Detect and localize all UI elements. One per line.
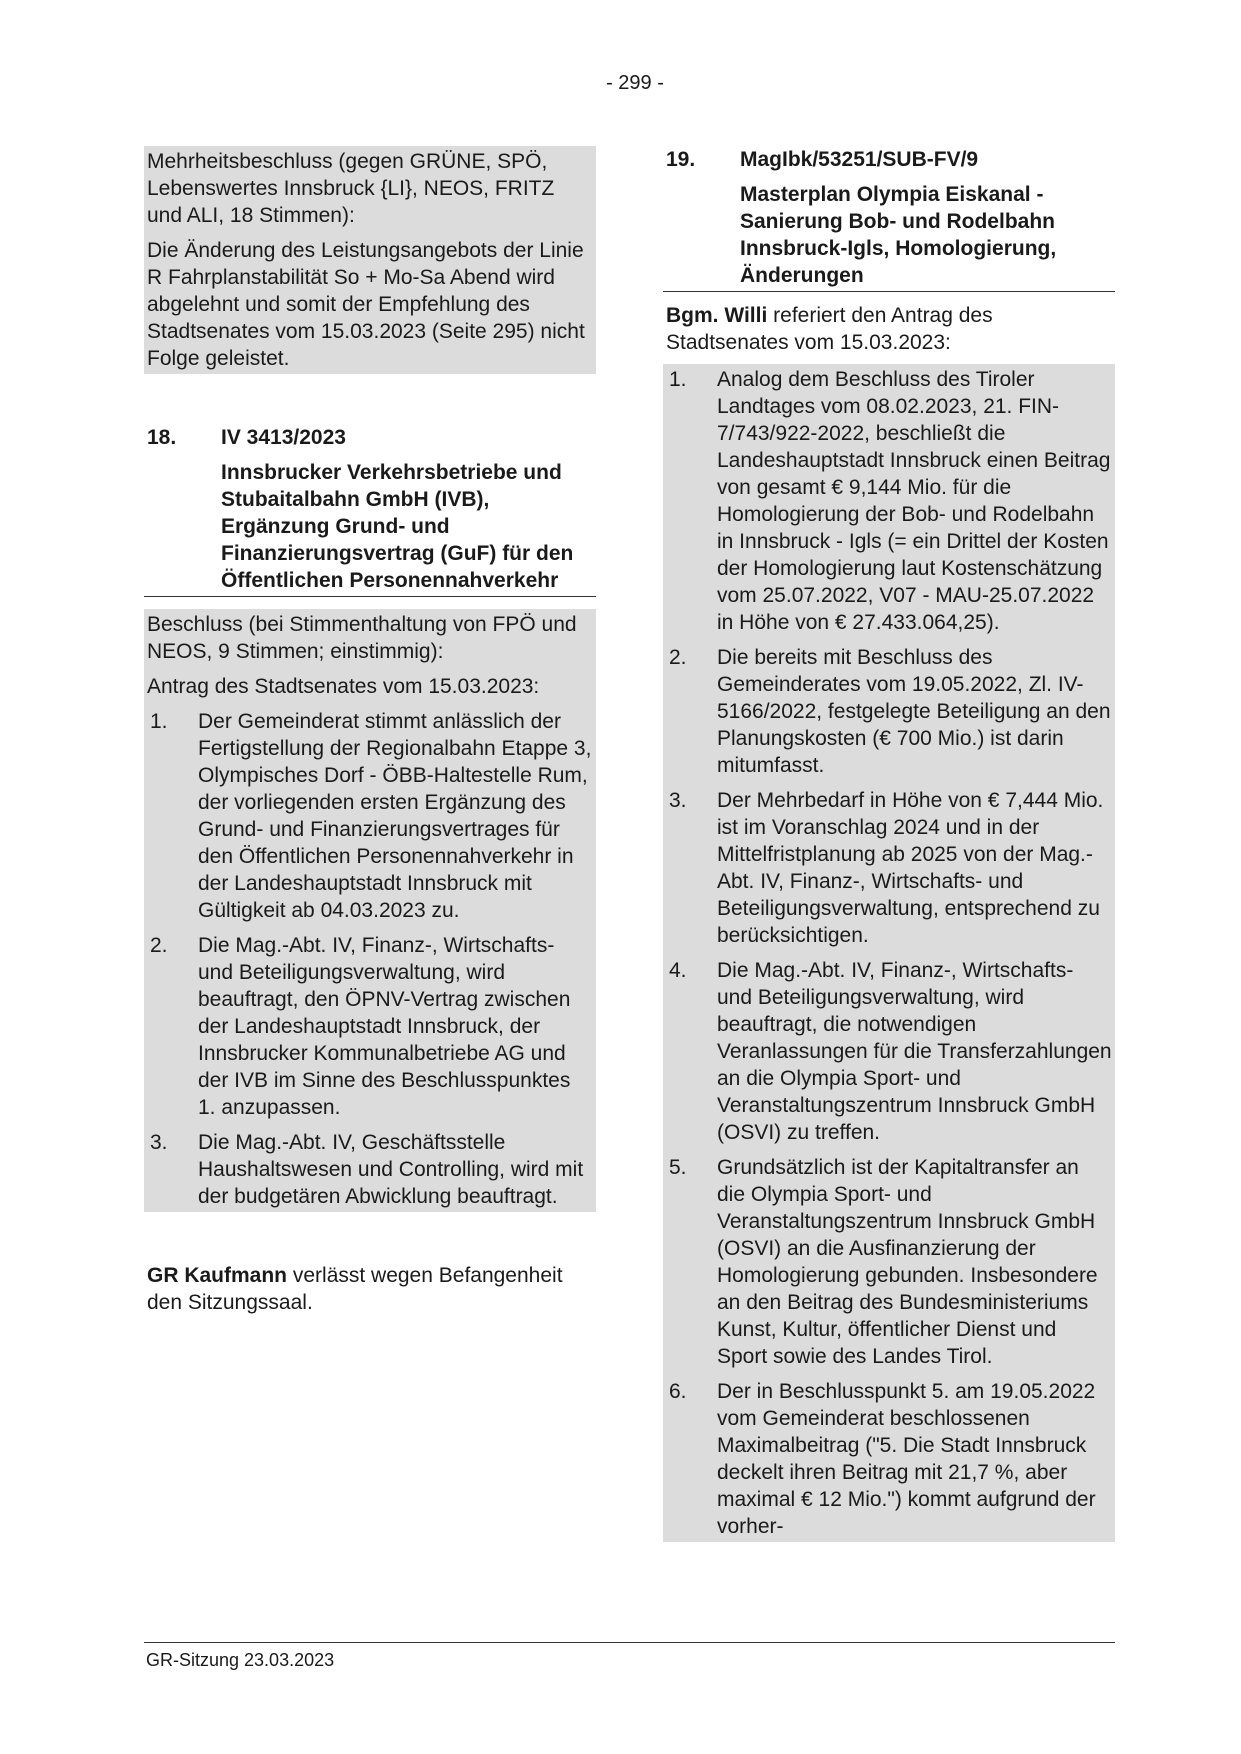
left-column [144, 146, 596, 1316]
note-paragraph [144, 1262, 596, 1316]
list-item: 3. Der Mehrbedarf in Höhe von € 7,444 Mio. ist im Voranschlag 2024 und in der Mittelfristplanung ab 2025 von der Mag.-Abt. IV, Finanz-, Wirtschafts- und Beteiligungsverwaltung, entsprechend zu berücksichtigen. [669, 789, 1104, 947]
top-resolution-block [144, 146, 596, 374]
list-item: 4. Die Mag.-Abt. IV, Finanz-, Wirtschafts- und Beteiligungsverwaltung, wird beauftragt, die notwendigen Veranlassungen für die Transferzahlungen an die Olympia Sport- und Veranstaltungszentrum Innsbruck GmbH (OSVI) zu treffen. [669, 959, 1112, 1144]
resolution-text: Mehrheitsbeschluss (gegen GRÜNE, SPÖ, Lebenswertes Innsbruck {LI}, NEOS, FRITZ und ALI, 18 Stimmen): [147, 150, 555, 227]
list-item: 1. Der Gemeinderat stimmt anlässlich der Fertigstellung der Regionalbahn Etappe 3, Olympisches Dorf - ÖBB-Haltestelle Rum, der vorliegenden ersten Ergänzung des Grund- und Finanzierungsvertrages für den Öffentlichen Personennahverkehr in der Landeshauptstadt Innsbruck mit Gültigkeit ab 04.03.2023 zu. [150, 710, 592, 922]
list-item: 5. Grundsätzlich ist der Kapitaltransfer an die Olympia Sport- und Veranstaltungszentrum Innsbruck GmbH (OSVI) an die Ausfinanzierung der Homologierung gebunden. Insbesondere an den Beitrag des Bundesministeriums Kunst, Kultur, öffentlicher Dienst und Sport sowie des Landes Tirol. [669, 1156, 1098, 1368]
decision-resolution: Beschluss (bei Stimmenthaltung von FPÖ und NEOS, 9 Stimmen; einstimmig): [147, 613, 577, 663]
section-code: IV 3413/2023 [221, 426, 346, 449]
section-18-heading [144, 424, 596, 597]
list-item: 3. Die Mag.-Abt. IV, Geschäftsstelle Haushaltswesen und Controlling, wird mit der budgetären Abwicklung beauftragt. [150, 1131, 584, 1208]
footer-text: GR-Sitzung 23.03.2023 [146, 1650, 335, 1670]
resolution-body: Die Änderung des Leistungsangebots der Linie R Fahrplanstabilität So + Mo-Sa Abend wird abgelehnt und somit der Empfehlung des Stadtsenates vom 15.03.2023 (Seite 295) nicht Folge geleistet. [147, 239, 585, 370]
section-number: 19. [666, 148, 696, 171]
section-title: Innsbrucker Verkehrsbetriebe und Stubaitalbahn GmbH (IVB), Ergänzung Grund- und Finanzierungsvertrag (GuF) für den Öffentlichen Personennahverkehr [221, 461, 574, 592]
intro-text: referiert den Antrag des Stadtsenates vom 15.03.2023: [666, 304, 993, 354]
decision-list [663, 364, 1115, 1542]
decision-block [144, 609, 596, 1212]
section-19-heading [663, 146, 1115, 292]
section-title: Masterplan Olympia Eiskanal - Sanierung Bob- und Rodelbahn Innsbruck-Igls, Homologierung, Änderungen [740, 183, 1057, 287]
right-column [663, 146, 1115, 1542]
list-item: 2. Die Mag.-Abt. IV, Finanz-, Wirtschafts- und Beteiligungsverwaltung, wird beauftragt, den ÖPNV-Vertrag zwischen der Landeshauptstadt Innsbruck, der Innsbrucker Kommunalbetriebe AG und der IVB im Sinne des Beschlusspunktes 1. anzupassen. [150, 934, 571, 1119]
list-item: 1. Analog dem Beschluss des Tiroler Landtages vom 08.02.2023, 21. FIN-7/743/922-2022, beschließt die Landeshauptstadt Innsbruck einen Beitrag von gesamt € 9,144 Mio. für die Homologierung der Bob- und Rodelbahn in Innsbruck - Igls (= ein Drittel der Kosten der Homologierung laut Kostenschätzung vom 25.07.2022, V07 - MAU-25.07.2022 in Höhe von € 27.433.064,25). [669, 368, 1111, 634]
note-name: GR Kaufmann [147, 1264, 288, 1287]
section-number: 18. [147, 426, 177, 449]
section-code: MagIbk/53251/SUB-FV/9 [740, 148, 979, 171]
decision-intro: Antrag des Stadtsenates vom 15.03.2023: [147, 675, 540, 698]
note-text: verlässt wegen Befangenheit den Sitzungssaal. [147, 1264, 563, 1314]
list-item: 6. Der in Beschlusspunkt 5. am 19.05.2022 vom Gemeinderat beschlossenen Maximalbeitrag ("5. Die Stadt Innsbruck deckelt ihren Beitrag mit 21,7 %, aber maximal € 12 Mio.") kommt aufgrund der vorher- [669, 1380, 1096, 1538]
page-number: - 299 - [606, 72, 664, 94]
footer-divider [144, 1642, 1115, 1643]
intro-name: Bgm. Willi [666, 304, 768, 327]
list-item: 2. Die bereits mit Beschluss des Gemeinderates vom 19.05.2022, Zl. IV-5166/2022, festgelegte Beteiligung an den Planungskosten (€ 700 Mio.) ist darin mitumfasst. [669, 646, 1111, 777]
intro-paragraph [663, 302, 1115, 356]
